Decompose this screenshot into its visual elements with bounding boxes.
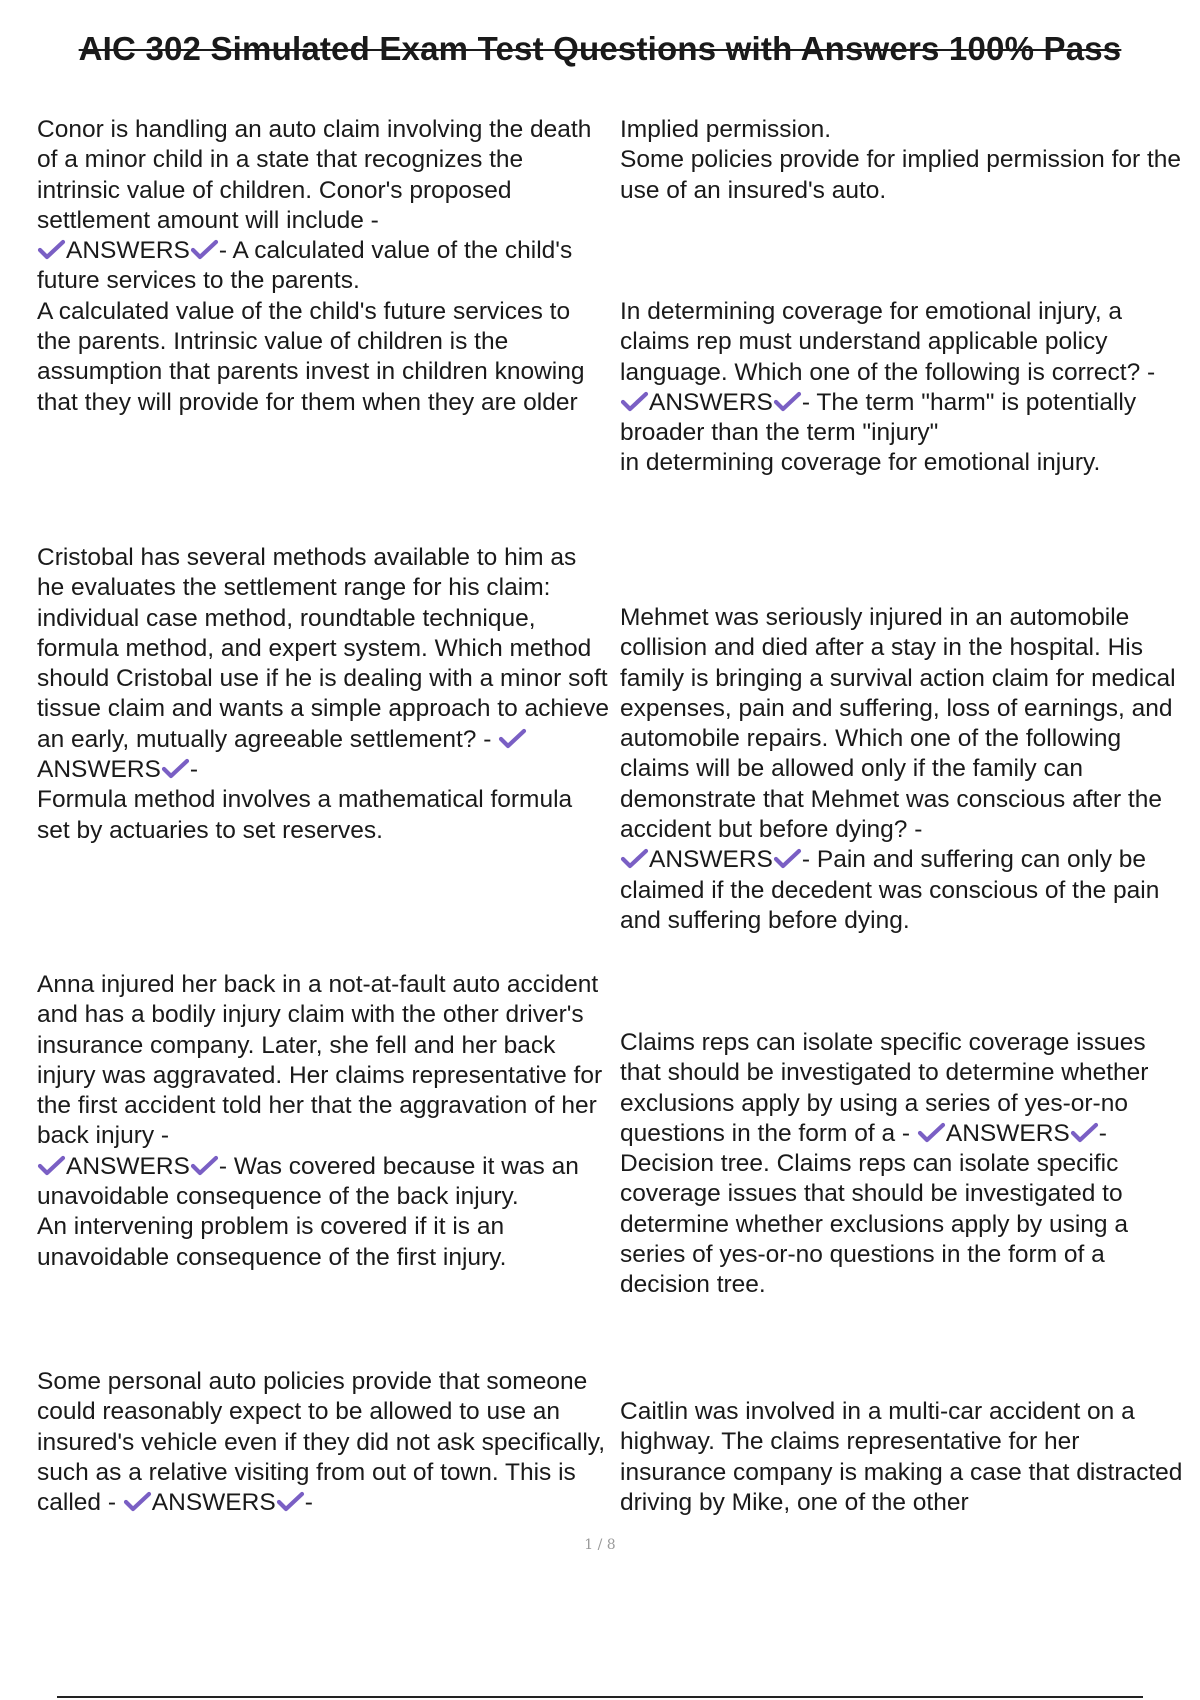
explanation-text: A calculated value of the child's future services to the parents. Intrinsic value of children is the assumption that parents invest in children knowing that they will provide for them when they are older — [37, 297, 585, 416]
check-mark-icon — [123, 1490, 152, 1512]
answers-label: ANSWERS — [649, 846, 773, 874]
check-mark-icon — [773, 847, 802, 869]
check-mark-icon — [161, 757, 190, 779]
qa-item-implied-permission-answer — [620, 115, 1190, 206]
question-text: In determining coverage for emotional injury, a claims rep must understand applicable policy language. Which one of the following is correct? - — [620, 298, 1156, 386]
check-mark-icon — [190, 238, 219, 260]
answer-text: - — [189, 756, 199, 784]
answers-label: ANSWERS — [66, 237, 190, 265]
explanation-text: An intervening problem is covered if it is an unavoidable consequence of the first injury. — [37, 1213, 507, 1271]
check-mark-icon — [620, 847, 649, 869]
question-text: Cristobal has several methods available to him as he evaluates the settlement range for his claim: individual case method, roundtable technique, formula method, and expert system. Which method should Cristobal use if he is dealing with a minor soft tissue claim and wants a simple approach to achieve an early, mutually agreeable settlement? - ANSWERS - — [37, 544, 609, 784]
question-text: Caitlin was involved in a multi-car accident on a highway. The claims representative for her insurance company is making a case that distracted driving by Mike, one of the other — [620, 1398, 1183, 1516]
answers-label: ANSWERS — [37, 756, 161, 784]
answer-line — [620, 388, 1190, 449]
answer-text: - A calculated value of the child's future services to the parents. — [37, 237, 573, 295]
check-mark-icon — [917, 1121, 946, 1143]
answer-line — [37, 1152, 609, 1213]
answers-label: ANSWERS — [151, 1489, 276, 1517]
question-text: Claims reps can isolate specific coverage issues that should be investigated to determine whether exclusions apply by using a series of yes-or-no questions in the form of a - ANSWERS - — [620, 1029, 1149, 1147]
qa-item-decision-tree — [620, 1028, 1190, 1301]
answer-text: - Was covered because it was an unavoidable consequence of the back injury. — [37, 1152, 579, 1211]
answers-label: ANSWERS — [66, 1152, 190, 1180]
question-text: Some personal auto policies provide that someone could reasonably expect to be allowed to use an insured's vehicle even if they did not ask specifically, such as a relative visiting from out of town. This is called - ANSWERS - — [37, 1368, 606, 1517]
qa-item-anna — [37, 970, 609, 1273]
answer-text: - Pain and suffering can only be claimed if the decedent was conscious of the pain and suffering before dying. — [620, 846, 1160, 934]
answer-line — [37, 236, 609, 297]
check-mark-icon — [1070, 1121, 1099, 1143]
answers-label: ANSWERS — [649, 388, 773, 416]
page-number: 1 / 8 — [584, 1537, 616, 1553]
qa-item-mehmet — [620, 603, 1190, 936]
question-text: Anna injured her back in a not-at-fault auto accident and has a bodily injury claim with the other driver's insurance company. Later, she fell and her back injury was aggravated. Her claims representative for the first accident told her that the aggravation of her back injury - — [37, 971, 603, 1150]
check-mark-icon — [276, 1490, 305, 1512]
qa-item-implied-permission — [37, 1367, 609, 1518]
check-mark-icon — [37, 238, 66, 260]
answer-line — [620, 845, 1190, 936]
qa-item-caitlin — [620, 1397, 1190, 1518]
qa-item-cristobal — [37, 543, 609, 846]
explanation-text: Some policies provide for implied permission for the use of an insured's auto. — [620, 146, 1182, 204]
question-text: Conor is handling an auto claim involving the death of a minor child in a state that recognizes the intrinsic value of children. Conor's proposed settlement amount will include - — [37, 116, 592, 234]
qa-item-emotional-injury — [620, 297, 1190, 479]
answer-text: - — [304, 1489, 313, 1517]
answer-text: - — [1098, 1119, 1107, 1147]
answer-text: - The term "harm" is potentially broader than the term "injury" — [620, 388, 1137, 447]
explanation-text: Formula method involves a mathematical formula set by actuaries to set reserves. — [37, 786, 573, 844]
check-mark-icon — [773, 390, 802, 412]
check-mark-icon — [498, 727, 527, 749]
answers-label: ANSWERS — [945, 1119, 1070, 1147]
footer-divider — [57, 1696, 1143, 1698]
question-text: Mehmet was seriously injured in an automobile collision and died after a stay in the hospital. His family is bringing a survival action claim for medical expenses, pain and suffering, loss of earnings, and automobile repairs. Which one of the following claims will be allowed only if the family can demonstrate that Mehmet was conscious after the accident but before dying? - — [620, 604, 1176, 844]
check-mark-icon — [37, 1154, 66, 1176]
explanation-text: Decision tree. Claims reps can isolate specific coverage issues that should be investigated to determine whether exclusions apply by using a series of yes-or-no questions in the form of a decision tree. — [620, 1150, 1128, 1299]
document-title: AIC 302 Simulated Exam Test Questions with Answers 100% Pass — [78, 30, 1122, 67]
explanation-text: in determining coverage for emotional injury. — [620, 449, 1101, 477]
check-mark-icon — [620, 390, 649, 412]
check-mark-icon — [190, 1154, 219, 1176]
qa-item-conor — [37, 115, 609, 418]
answer-text: Implied permission. — [620, 116, 832, 143]
